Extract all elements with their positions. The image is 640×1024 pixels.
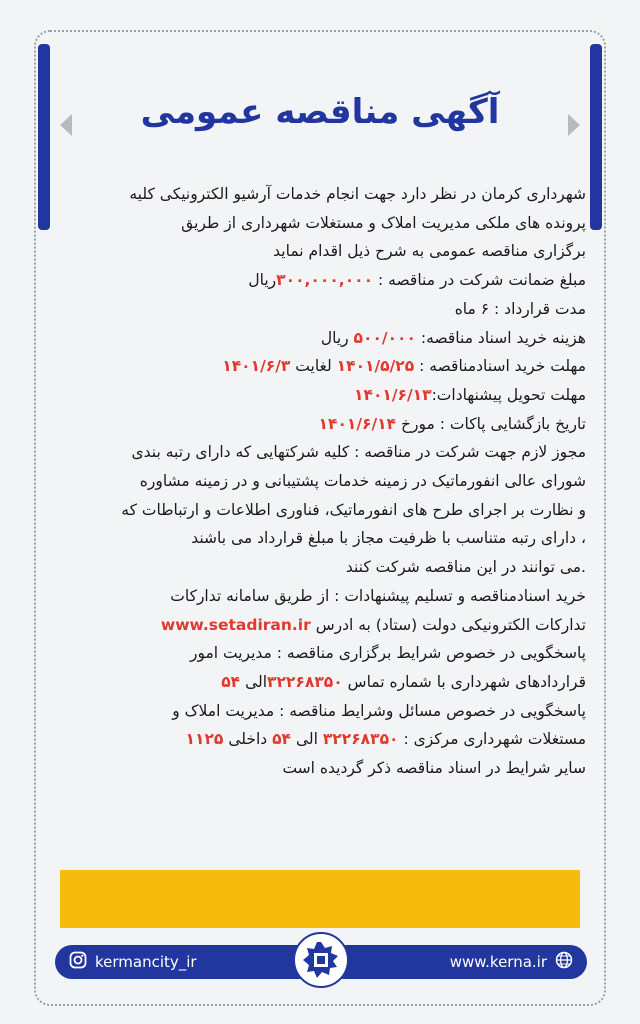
instagram-link[interactable] (69, 945, 197, 979)
contract-phone: ۳۲۲۶۸۳۵۰ (267, 672, 343, 691)
emblem-icon (301, 940, 341, 980)
guarantee-amount: ۳۰۰,۰۰۰,۰۰۰ (276, 271, 374, 290)
opening-label: تاریخ بازگشایی پاکات : مورخ (396, 414, 586, 433)
contract-ext: ۵۴ (221, 672, 241, 691)
license-line: .می توانند در این مناقصه شرکت کنند (345, 558, 586, 577)
purchase-deadline-label: مهلت خرید اسنادمناقصه : (414, 357, 586, 376)
opening-date: ۱۴۰۱/۶/۱۴ (318, 414, 397, 433)
intro-line: شهرداری کرمان در نظر دارد جهت انجام خدمات آرشیو الکترونیکی کلیه (129, 185, 586, 203)
yellow-banner (60, 870, 580, 928)
license-line: ، دارای رتبه متناسب با ظرفیت مجاز با مبلغ قرارداد می باشند (191, 529, 586, 548)
contract-mid: الی (240, 672, 268, 691)
central-internal: ۱۱۲۵ (185, 730, 224, 749)
license-line: و نظارت بر اجرای طرح های انفورماتیک، فناوری اطلاعات و ارتباطات که (121, 500, 586, 519)
answering-line: پاسخگویی در خصوص شرایط برگزاری مناقصه : مدیریت امور (189, 644, 586, 663)
logo (293, 932, 349, 988)
intro-line: پرونده های ملکی مدیریت املاک و مستغلات شهرداری از طریق (181, 213, 586, 232)
page-title: آگهی مناقصه عمومی (140, 92, 500, 132)
guarantee-line (54, 266, 586, 295)
purchase-cost-unit: ریال (320, 328, 354, 347)
purchase-cost-label: هزینه خرید اسناد مناقصه: (415, 328, 586, 347)
submit-deadline-date: ۱۴۰۱/۶/۱۳ (354, 385, 432, 404)
other-line: سایر شرایط در اسناد مناقصه ذکر گردیده است (282, 759, 586, 778)
setad-line (54, 611, 586, 640)
website-url: www.kerna.ir (449, 953, 547, 971)
central-mid2: داخلی (223, 730, 273, 749)
right-decor-bar (590, 44, 602, 230)
opening-line (54, 410, 586, 439)
purchase-cost-line (54, 324, 586, 353)
central-line (54, 725, 586, 754)
setad-link[interactable]: www.setadiran.ir (160, 615, 311, 634)
guarantee-unit: ریال (248, 271, 277, 290)
purchase-cost-amount: ۵۰۰/۰۰۰ (353, 328, 416, 347)
globe-icon (555, 951, 573, 973)
purchase-deadline-line (54, 352, 586, 381)
duration-line: مدت قرارداد : ۶ ماه (454, 299, 586, 318)
license-line: مجوز لازم جهت شرکت در مناقصه : کلیه شرکتهایی که دارای رتبه بندی (131, 443, 586, 462)
central-text: مستغلات شهرداری مرکزی : (398, 730, 586, 749)
purchase-deadline-mid: لغایت (290, 357, 337, 376)
announcement-body (54, 180, 586, 783)
license-line: شورای عالی انفورماتیک در زمینه خدمات پشتیبانی و در زمینه مشاوره (139, 472, 586, 491)
instagram-icon (69, 951, 87, 973)
setad-text: تدارکات الکترونیکی دولت (ستاد) به ادرس (310, 615, 586, 634)
website-link[interactable] (450, 945, 573, 979)
central-ext: ۵۴ (272, 730, 292, 749)
submit-deadline-label: مهلت تحویل پیشنهادات: (431, 385, 586, 404)
central-mid1: الی (291, 730, 323, 749)
footer-bar (55, 945, 587, 979)
left-decor-bar (38, 44, 50, 230)
tender-docs-line: خرید اسنادمناقصه و تسلیم پیشنهادات : از طریق سامانه تدارکات (170, 586, 586, 605)
central-phone: ۳۲۲۶۸۳۵۰ (322, 730, 399, 749)
submit-deadline-line (54, 381, 586, 410)
guarantee-label: مبلغ ضمانت شرکت در مناقصه : (373, 271, 586, 290)
contract-text: قراردادهای شهرداری با شماره تماس (342, 672, 586, 691)
contract-line (54, 668, 586, 697)
intro-line: برگزاری مناقصه عمومی به شرح ذیل اقدام نماید (273, 242, 586, 261)
purchase-deadline-to: ۱۴۰۱/۶/۳ (222, 357, 291, 376)
instagram-handle: kermancity_ir (95, 953, 197, 971)
answering-line: پاسخگویی در خصوص مسائل وشرایط مناقصه : مدیریت املاک و (172, 701, 586, 720)
purchase-deadline-from: ۱۴۰۱/۵/۲۵ (336, 357, 415, 376)
